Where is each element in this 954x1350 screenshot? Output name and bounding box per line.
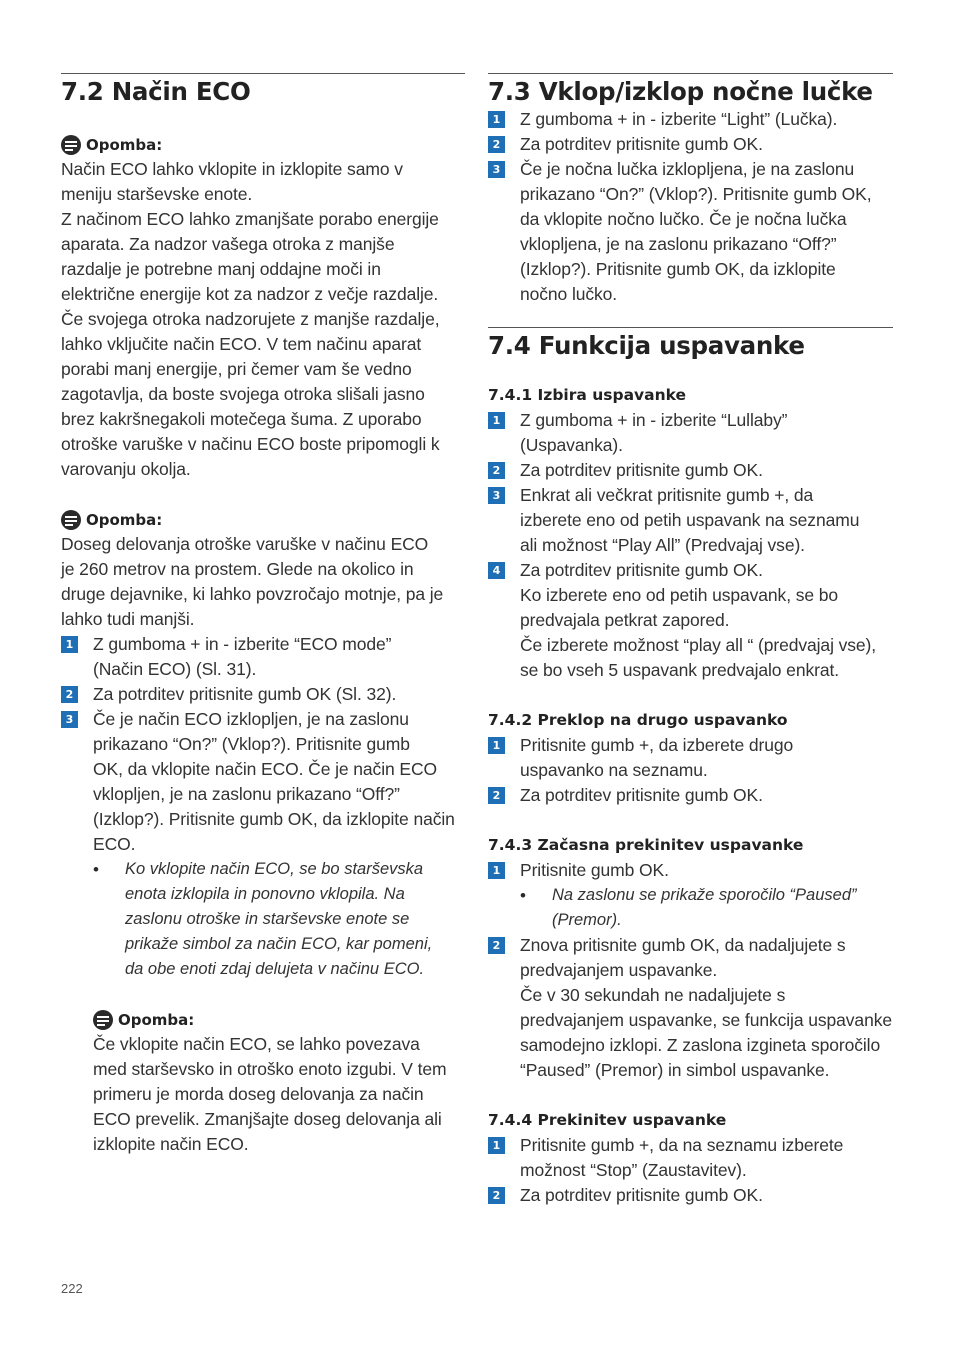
text-line: možnost “Stop” (Zaustavitev). (520, 1160, 747, 1180)
text-line: predvajanjem uspavanke, se funkcija uspavanke (520, 1010, 892, 1030)
step-item (61, 707, 465, 857)
note-header (61, 132, 465, 157)
text-line: zagotavlja, da boste svojega otroka slišali jasno (61, 384, 425, 404)
note-title: Opomba: (86, 135, 163, 154)
text-line: Za potrditev pritisnite gumb OK. (520, 785, 763, 805)
step-number-badge: 3 (488, 161, 505, 178)
text-line: je 260 metrov na prostem. Glede na okolico in (61, 559, 414, 579)
step-text (520, 107, 893, 132)
step-list (488, 733, 893, 808)
step-text (520, 157, 893, 307)
step-number-badge: 2 (488, 937, 505, 954)
text-line: razdalje je potrebne manj oddajne moči in (61, 259, 381, 279)
step-list (61, 632, 465, 857)
text-line: da obe enoti zdaj delujeta v načinu ECO. (125, 960, 425, 978)
text-line: Za potrditev pritisnite gumb OK (Sl. 32). (93, 684, 397, 704)
text-line: izklopite način ECO. (93, 1134, 249, 1154)
step-item (488, 458, 893, 483)
text-line: OK, da vklopite način ECO. Če je način ECO (93, 759, 438, 779)
text-line: Enkrat ali večkrat pritisnite gumb +, da (520, 485, 814, 505)
text-line: lahko vključite način ECO. V tem načinu aparat (61, 334, 422, 354)
text-line: ECO prevelik. Zmanjšajte doseg delovanja ali (93, 1109, 442, 1129)
note-title: Opomba: (118, 1010, 195, 1029)
text-line: Z gumboma + in - izberite “Light” (Lučka). (520, 109, 838, 129)
step-text (520, 483, 893, 558)
note-block-indented (93, 1007, 465, 1157)
step-item (61, 632, 465, 682)
step-number-badge: 1 (488, 737, 505, 754)
text-line: Če svojega otroka nadzorujete z manjše razdalje, (61, 309, 440, 329)
note-body (61, 532, 465, 632)
text-line: Za potrditev pritisnite gumb OK. (520, 1185, 763, 1205)
text-line: Za potrditev pritisnite gumb OK. (520, 460, 763, 480)
step-list (488, 933, 893, 1083)
step-text (520, 132, 893, 157)
text-line: brez kakršnegakoli motečega šuma. Z uporabo (61, 409, 422, 429)
step-text (520, 858, 893, 883)
bullet-list (488, 883, 893, 933)
text-line: (Premor). (552, 911, 622, 929)
text-line: enota izklopila in ponovno vklopila. Na (125, 885, 405, 903)
text-line: Pritisnite gumb +, da izberete drugo (520, 735, 794, 755)
section-heading-7-4: 7.4 Funkcija uspavanke (488, 327, 893, 361)
text-line: Za potrditev pritisnite gumb OK. (520, 134, 763, 154)
text-line: Če je način ECO izklopljen, je na zaslonu (93, 709, 409, 729)
text-line: druge dejavnike, ki lahko povzročajo motnje, pa je (61, 584, 444, 604)
text-line: Ko vklopite način ECO, se bo starševska (125, 860, 424, 878)
step-number-badge: 3 (61, 711, 78, 728)
step-text (93, 632, 465, 682)
text-line: Način ECO lahko vklopite in izklopite samo v (61, 159, 403, 179)
note-body (93, 1032, 465, 1157)
text-line: Če vklopite način ECO, se lahko povezava (93, 1034, 420, 1054)
step-number-badge: 2 (488, 136, 505, 153)
step-item (488, 558, 893, 683)
step-list (488, 1133, 893, 1208)
bullet-dot: • (93, 860, 99, 879)
step-number-badge: 3 (488, 487, 505, 504)
text-line: vklopljen, je na zaslonu prikazano “Off?” (93, 784, 400, 804)
step-text (520, 458, 893, 483)
step-number-badge: 2 (488, 1187, 505, 1204)
text-line: Z načinom ECO lahko zmanjšate porabo energije (61, 209, 439, 229)
step-number-badge: 1 (488, 111, 505, 128)
text-line: Pritisnite gumb +, da na seznamu izberete (520, 1135, 844, 1155)
text-line: prikaže simbol za način ECO, kar pomeni, (125, 935, 433, 953)
step-text (520, 558, 893, 683)
text-line: Za potrditev pritisnite gumb OK. (520, 560, 763, 580)
subsection-heading-7-4-2: 7.4.2 Preklop na drugo uspavanko (488, 711, 788, 729)
step-item (488, 157, 893, 307)
note-icon (93, 1010, 113, 1030)
text-line: (Izklop?). Pritisnite gumb OK, da izklopite način (93, 809, 455, 829)
text-line: izberete eno od petih uspavank na seznamu (520, 510, 860, 530)
note-body (61, 157, 465, 482)
note-header (93, 1007, 465, 1032)
text-line: Z gumboma + in - izberite “Lullaby” (520, 410, 788, 430)
subsection-heading-7-4-1: 7.4.1 Izbira uspavanke (488, 386, 687, 404)
text-line: “Paused” (Premor) in simbol uspavanke. (520, 1060, 830, 1080)
text-line: lahko tudi manjši. (61, 609, 195, 629)
step-item (488, 858, 893, 883)
step-item (488, 933, 893, 1083)
text-line: predvajala petkrat zapored. (520, 610, 730, 630)
text-line: Če v 30 sekundah ne nadaljujete s (520, 985, 786, 1005)
text-line: primeru je morda doseg delovanja za način (93, 1084, 424, 1104)
step-number-badge: 2 (61, 686, 78, 703)
step-number-badge: 1 (488, 412, 505, 429)
text-line: uspavanko na seznamu. (520, 760, 708, 780)
text-line: Z gumboma + in - izberite “ECO mode” (93, 634, 392, 654)
step-item (488, 733, 893, 783)
left-column (61, 73, 465, 1157)
text-line: Znova pritisnite gumb OK, da nadaljujete s (520, 935, 846, 955)
bullet-text (125, 857, 465, 982)
text-line: nočno lučko. (520, 284, 618, 304)
note-title: Opomba: (86, 510, 163, 529)
text-line: ECO. (93, 834, 136, 854)
bullet-item (93, 857, 465, 982)
step-text (520, 408, 893, 458)
step-item (488, 1133, 893, 1183)
step-text (520, 783, 893, 808)
step-item (488, 107, 893, 132)
subsection-heading-7-4-3: 7.4.3 Začasna prekinitev uspavanke (488, 836, 804, 854)
step-item (488, 408, 893, 458)
subsection-heading-7-4-4: 7.4.4 Prekinitev uspavanke (488, 1111, 727, 1129)
step-number-badge: 2 (488, 787, 505, 804)
text-line: (Uspavanka). (520, 435, 623, 455)
section-heading-7-2: 7.2 Način ECO (61, 73, 465, 107)
text-line: samodejno izklopi. Z zaslona izgineta sporočilo (520, 1035, 881, 1055)
step-number-badge: 1 (488, 1137, 505, 1154)
text-line: Ko izberete eno od petih uspavank, se bo (520, 585, 839, 605)
text-line: Če je nočna lučka izklopljena, je na zaslonu (520, 159, 855, 179)
step-list (488, 408, 893, 683)
note-header (61, 507, 465, 532)
text-line: aparata. Za nadzor vašega otroka z manjše (61, 234, 395, 254)
step-number-badge: 4 (488, 562, 505, 579)
step-text (520, 1183, 893, 1208)
bullet-text (552, 883, 893, 933)
text-line: meniju starševske enote. (61, 184, 253, 204)
text-line: Pritisnite gumb OK. (520, 860, 669, 880)
step-item (488, 483, 893, 558)
step-list (488, 858, 893, 883)
right-column (488, 73, 893, 1208)
text-line: Doseg delovanja otroške varuške v načinu ECO (61, 534, 429, 554)
step-item (488, 132, 893, 157)
step-item (488, 783, 893, 808)
text-line: Če izberete možnost “play all “ (predvajaj vse), (520, 635, 877, 655)
step-item (61, 682, 465, 707)
text-line: porabi manj energije, pri čemer vam še vedno (61, 359, 412, 379)
step-number-badge: 1 (61, 636, 78, 653)
note-icon (61, 135, 81, 155)
text-line: otroške varuške v načinu ECO boste pripomogli k (61, 434, 440, 454)
step-text (520, 933, 893, 1083)
text-line: varovanju okolja. (61, 459, 191, 479)
text-line: se bo vseh 5 uspavank predvajalo enkrat. (520, 660, 839, 680)
step-text (520, 1133, 893, 1183)
bullet-dot: • (520, 886, 526, 905)
text-line: predvajanjem uspavanke. (520, 960, 718, 980)
text-line: ali možnost “Play All” (Predvajaj vse). (520, 535, 805, 555)
text-line: (Način ECO) (Sl. 31). (93, 659, 257, 679)
text-line: električne energije kot za nadzor z večje razdalje. (61, 284, 439, 304)
text-line: zaslonu otroške in starševske enote se (125, 910, 410, 928)
text-line: Na zaslonu se prikaže sporočilo “Paused” (552, 886, 857, 904)
bullet-list (61, 857, 465, 982)
step-list (488, 107, 893, 307)
text-line: (Izklop?). Pritisnite gumb OK, da izklopite (520, 259, 836, 279)
step-text (93, 682, 465, 707)
step-text (520, 733, 893, 783)
page-number: 222 (61, 1281, 83, 1296)
step-text (93, 707, 465, 857)
step-number-badge: 1 (488, 862, 505, 879)
text-line: prikazano “On?” (Vklop?). Pritisnite gumb (93, 734, 410, 754)
text-line: prikazano “On?” (Vklop?). Pritisnite gumb OK, (520, 184, 872, 204)
text-line: med starševsko in otroško enoto izgubi. V tem (93, 1059, 447, 1079)
step-number-badge: 2 (488, 462, 505, 479)
bullet-item (520, 883, 893, 933)
text-line: da vklopite nočno lučko. Če je nočna lučka (520, 209, 847, 229)
note-icon (61, 510, 81, 530)
section-heading-7-3: 7.3 Vklop/izklop nočne lučke (488, 73, 893, 107)
text-line: vklopljena, je na zaslonu prikazano “Off?” (520, 234, 837, 254)
step-item (488, 1183, 893, 1208)
